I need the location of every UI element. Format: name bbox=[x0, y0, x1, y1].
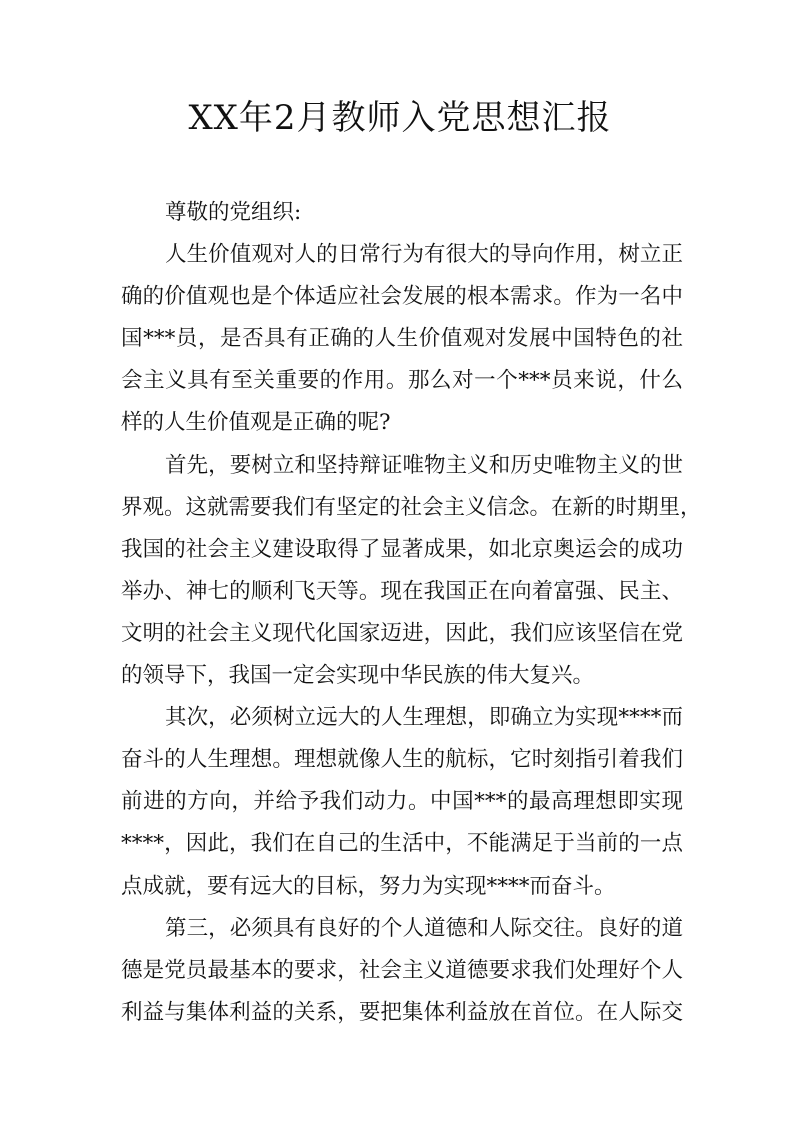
paragraph bbox=[121, 234, 683, 444]
paragraph-line: 会主义具有至关重要的作用。那么对一个***员来说，什么 bbox=[121, 368, 683, 394]
paragraph-line: 首先，要树立和坚持辩证唯物主义和历史唯物主义的世 bbox=[165, 452, 683, 478]
paragraph-line: 德是党员最基本的要求，社会主义道德要求我们处理好个人 bbox=[121, 957, 683, 983]
paragraph-line: 举办、神七的顺利飞天等。现在我国正在向着富强、民主、 bbox=[121, 578, 683, 604]
paragraph-line: 其次，必须树立远大的人生理想，即确立为实现****而 bbox=[165, 705, 683, 731]
paragraph-line: 点成就，要有远大的目标，努力为实现****而奋斗。 bbox=[121, 873, 616, 899]
paragraph-line: 我国的社会主义建设取得了显著成果，如北京奥运会的成功 bbox=[121, 536, 683, 562]
paragraph-line: ****，因此，我们在自己的生活中，不能满足于当前的一点 bbox=[121, 831, 683, 857]
paragraph bbox=[121, 697, 683, 907]
paragraph-line: 的领导下，我国一定会实现中华民族的伟大复兴。 bbox=[121, 663, 595, 689]
paragraph-line: 界观。这就需要我们有坚定的社会主义信念。在新的时期里， bbox=[121, 494, 702, 520]
paragraph-line: 奋斗的人生理想。理想就像人生的航标，它时刻指引着我们 bbox=[121, 747, 683, 773]
paragraph-line: 确的价值观也是个体适应社会发展的根本需求。作为一名中 bbox=[121, 284, 683, 310]
document-body bbox=[121, 192, 702, 1034]
paragraph-line: 利益与集体利益的关系，要把集体利益放在首位。在人际交 bbox=[121, 999, 683, 1025]
salutation: 尊敬的党组织: bbox=[165, 200, 302, 225]
paragraph bbox=[121, 445, 702, 698]
paragraph-line: 文明的社会主义现代化国家迈进，因此，我们应该坚信在党 bbox=[121, 620, 683, 646]
document-title: XX年2月教师入党思想汇报 bbox=[188, 98, 612, 138]
paragraph bbox=[121, 908, 683, 1034]
paragraphs bbox=[121, 234, 702, 1034]
paragraph-line: 国***员，是否具有正确的人生价值观对发展中国特色的社 bbox=[121, 326, 683, 352]
paragraph-line: 第三，必须具有良好的个人道德和人际交往。良好的道 bbox=[165, 915, 683, 941]
paragraph-line: 前进的方向，并给予我们动力。中国***的最高理想即实现 bbox=[121, 789, 683, 815]
paragraph-line: 人生价值观对人的日常行为有很大的导向作用，树立正 bbox=[165, 242, 683, 268]
paragraph-line: 样的人生价值观是正确的呢? bbox=[121, 410, 391, 436]
